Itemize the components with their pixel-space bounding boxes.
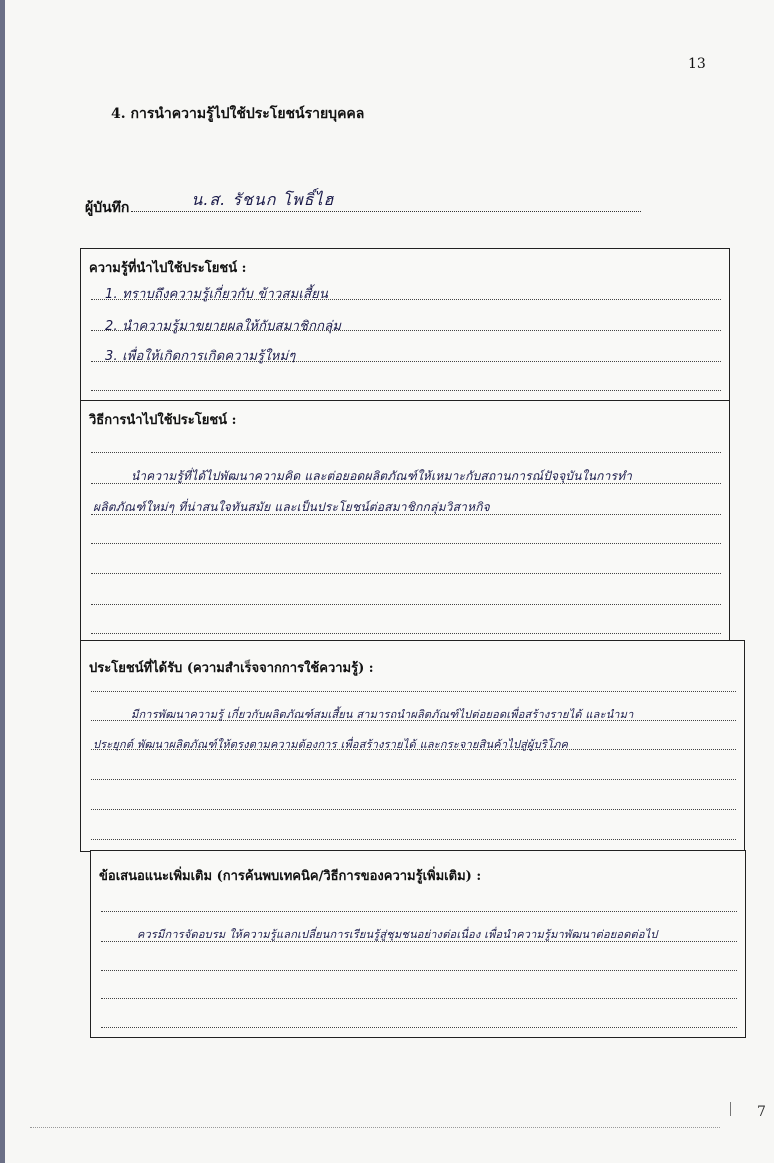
knowledge-line-2: 2. นำความรู้มาขยายผลให้กับสมาชิกกลุ่ม [105,319,342,334]
recorder-label: ผู้บันทึก [85,200,130,216]
method-line-2: ผลิตภัณฑ์ใหม่ๆ ที่น่าสนใจทันสมัย และเป็นประโยชน์ต่อสมาชิกกลุ่มวิสาหกิจ [93,500,490,514]
section-heading: 4. การนำความรู้ไปใช้ประโยชน์รายบุคคล [111,106,365,122]
dotted-line [91,779,736,780]
knowledge-section [80,248,730,402]
dotted-line [91,691,736,692]
dotted-line [91,573,721,574]
footer-number: 7 [757,1104,766,1120]
suggestion-section [90,850,746,1038]
dotted-line [91,543,721,544]
dotted-line [101,970,737,971]
benefit-line-1: มีการพัฒนาความรู้ เกี่ยวกับผลิตภัณฑ์สมเสี้ยน สามารถนำผลิตภัณฑ์ไปต่อยอดเพื่อสร้างรายได้ และนำมา [131,708,634,721]
dotted-line [91,390,721,391]
recorder-value: น.ส. รัชนก โพธิ์ไฮ [191,190,335,209]
knowledge-title: ความรู้ที่นำไปใช้ประโยชน์ : [89,261,247,276]
method-line-1: นำความรู้ที่ได้ไปพัฒนาความคิด และต่อยอดผลิตภัณฑ์ให้เหมาะกับสถานการณ์ปัจจุบันในการทำ [131,469,633,483]
page-edge [0,0,5,1163]
benefit-line-2: ประยุกต์ พัฒนาผลิตภัณฑ์ให้ตรงตามความต้องการ เพื่อสร้างรายได้ และกระจายสินค้าไปสู่ผู้บริโภค [93,738,569,751]
dotted-line [91,839,736,840]
dotted-line [91,633,721,634]
suggestion-title: ข้อเสนอแนะเพิ่มเติม (การค้นพบเทคนิค/วิธีการของความรู้เพิ่มเติม) : [99,869,482,884]
dotted-line [91,452,721,453]
knowledge-line-1: 1. ทราบถึงความรู้เกี่ยวกับ ข้าวสมเสี้ยน [105,287,329,302]
dotted-line [101,998,737,999]
footer-tick [730,1102,731,1116]
knowledge-line-3: 3. เพื่อให้เกิดการเกิดความรู้ใหม่ๆ [105,349,296,364]
dotted-line [101,911,737,912]
footer-line [30,1127,720,1128]
recorder-dotline [131,190,641,212]
dotted-line [91,604,721,605]
suggestion-line-1: ควรมีการจัดอบรม ให้ความรู้แลกเปลี่ยนการเรียนรู้สู่ชุมชนอย่างต่อเนื่อง เพื่อนำความรู้มาพัฒนาต่อยอดต่อไป [137,928,658,941]
dotted-line [91,809,736,810]
dotted-line [101,1027,737,1028]
page-number: 13 [688,56,706,72]
benefit-section [80,640,745,852]
benefit-title: ประโยชน์ที่ได้รับ (ความสำเร็จจากการใช้ความรู้) : [89,661,374,676]
method-title: วิธีการนำไปใช้ประโยชน์ : [89,413,237,428]
method-section [80,400,730,642]
recorder-field [85,190,641,219]
